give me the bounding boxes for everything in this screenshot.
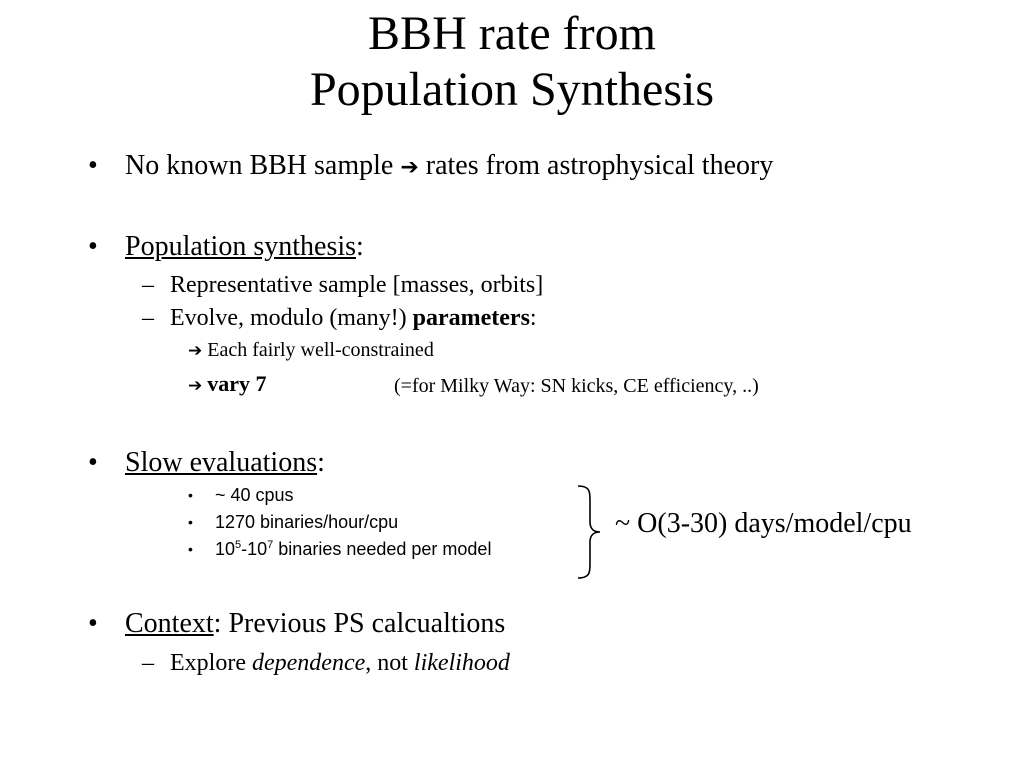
bullet-context [125,607,505,641]
sub-evolve [170,304,537,332]
parameters-colon: : [529,305,537,331]
not-text: , not [365,650,414,676]
bullet-marker: • [88,150,98,181]
heading-colon: : [317,447,325,478]
title-line-1: BBH rate from [368,7,656,60]
evolve-text: Evolve, modulo (many!) [170,305,407,331]
slide-title [0,6,1024,118]
binaries-needed-text: binaries needed per model [273,539,492,559]
arrow-icon: ➔ [400,155,419,180]
vary-bold: vary 7 [207,371,267,396]
heading-colon: : [356,231,364,262]
days-per-model-summary: ~ O(3-30) days/model/cpu [615,508,912,539]
bullet-known-sample [125,149,773,185]
context-heading: Context [125,608,214,639]
rates-text: rates from astrophysical theory [425,150,774,181]
bullet-population-synthesis [125,230,364,264]
bullet-marker: • [188,487,193,503]
arrow-icon: ➔ [188,376,203,396]
context-text: : Previous PS calcualtions [213,608,506,639]
likelihood-italic: likelihood [413,650,510,676]
sub-constrained [188,338,434,363]
bullet-marker: • [188,541,193,557]
slow-evaluations-heading: Slow evaluations [125,447,318,478]
sub-representative-sample: Representative sample [masses, orbits] [170,272,544,298]
sub-vary [188,372,267,398]
sub-cpus: ~ 40 cpus [215,485,294,505]
sub-binaries-rate: 1270 binaries/hour/cpu [215,512,399,532]
dash-marker: – [142,272,154,298]
bullet-marker: • [188,514,193,530]
sub-binaries-needed [215,538,491,560]
sub-explore [170,649,510,677]
dependence-italic: dependence [251,650,366,676]
power-exponent: 7 [267,539,274,551]
dash-marker: – [142,650,154,676]
bullet-slow-evaluations [125,446,325,480]
title-line-2: Population Synthesis [309,63,715,116]
bullet-marker: • [88,231,98,262]
parameters-bold: parameters [412,305,530,331]
bullet-marker: • [88,447,98,478]
explore-text: Explore [170,650,252,676]
bullet-marker: • [88,608,98,639]
power-base: -10 [241,539,268,559]
right-brace-icon [576,484,602,580]
vary-note: (=for Milky Way: SN kicks, CE efficiency, ..) [394,375,759,397]
arrow-icon: ➔ [188,341,203,361]
power-base: 10 [215,539,236,559]
power-exponent: 5 [235,539,242,551]
constrained-text: Each fairly well-constrained [207,339,434,361]
known-sample-text: No known BBH sample [125,150,394,181]
dash-marker: – [142,305,154,331]
population-synthesis-heading: Population synthesis [125,231,357,262]
